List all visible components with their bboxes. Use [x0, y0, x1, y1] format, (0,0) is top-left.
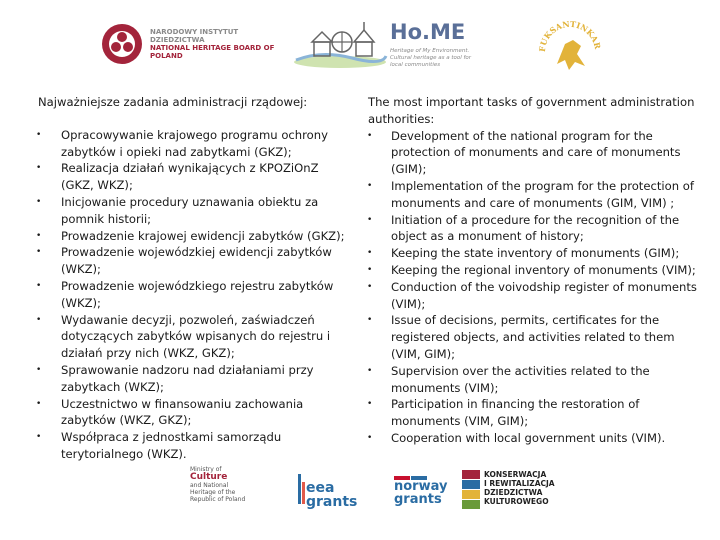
list-item-text: Initiation of a procedure for the recognition of the object as a monument of history; — [391, 212, 680, 244]
list-item — [38, 194, 348, 228]
list-item-text: Cooperation with local government units (VIM). — [391, 430, 666, 445]
list-item — [38, 396, 348, 430]
list-item-text: Prowadzenie wojewódzkiego rejestru zabytków (WKZ); — [61, 278, 334, 310]
bullet: • — [367, 264, 373, 275]
list-item-text: Keeping the regional inventory of monuments (VIM); — [391, 262, 696, 277]
bullet: • — [36, 398, 42, 409]
national-heritage-board-logo — [100, 18, 275, 72]
list-item-text: Wydawanie decyzji, pozwoleń, zaświadczeń dotyczących zabytków wpisanych do rejestru i działań przy nich (WKZ, GKZ); — [61, 312, 331, 361]
bullet: • — [367, 214, 373, 225]
eea-line1: eea — [306, 480, 335, 496]
norway-grants-logo — [390, 476, 454, 516]
list-item-text: Realizacja działań wynikających z KPOZiOnZ (GKZ, WKZ); — [61, 161, 319, 193]
list-item — [368, 178, 698, 212]
english-column — [368, 94, 698, 447]
bullet: • — [36, 230, 42, 241]
home-subtitle: Heritage of My Environment. Cultural heritage as a tool for local communities — [390, 48, 472, 68]
english-task-list — [368, 128, 698, 447]
fks-arc-text: FUKSANTINKAR — [536, 18, 603, 53]
list-item-text: Prowadzenie wojewódzkiej ewidencji zabytków (WKZ); — [61, 245, 332, 277]
nid-emblem-icon — [100, 22, 144, 66]
header-logos — [0, 14, 720, 78]
list-item — [38, 362, 348, 396]
bullet: • — [367, 399, 373, 410]
list-item — [368, 363, 698, 397]
bullet: • — [367, 315, 373, 326]
krdz-line2: I REWITALIZACJA — [484, 479, 555, 488]
nid-line3: NATIONAL HERITAGE BOARD OF POLAND — [150, 44, 275, 60]
list-item-text: Conduction of the voivodship register of monuments (VIM); — [391, 279, 697, 311]
konserwacja-bars-icon — [462, 470, 482, 510]
krdz-line1: KONSERWACJA — [484, 470, 547, 479]
bullet: • — [36, 432, 42, 443]
list-item — [368, 312, 698, 362]
list-item-text: Issue of decisions, permits, certificates for the registered objects, and activities related to them (VIM, GIM); — [391, 313, 675, 361]
list-item — [368, 212, 698, 246]
home-project-logo — [292, 18, 512, 74]
moc-line3: and National Heritage of the Republic of Poland — [190, 482, 246, 503]
list-item-text: Keeping the state inventory of monuments (GIM); — [391, 246, 680, 261]
list-item-text: Supervision over the activities related to the monuments (VIM); — [391, 363, 650, 395]
list-item — [368, 245, 698, 262]
home-title: Ho.ME — [390, 20, 466, 44]
list-item — [368, 128, 698, 178]
polish-column — [38, 94, 348, 463]
list-item-text: Development of the national program for the protection of monuments and care of monuments (GIM); — [391, 128, 681, 177]
list-item-text: Prowadzenie krajowej ewidencji zabytków (GKZ); — [61, 228, 345, 243]
moc-line1: Ministry of — [190, 466, 222, 473]
list-item — [38, 228, 348, 245]
nid-line1: NARODOWY INSTYTUT — [150, 28, 239, 36]
list-item — [368, 430, 698, 447]
list-item-text: Inicjowanie procedury uznawania obiektu za pomnik historii; — [61, 194, 319, 226]
eea-bars-icon — [298, 474, 306, 504]
bullet: • — [367, 365, 373, 376]
fuksantinkaren-emblem-icon — [535, 14, 605, 84]
list-item-text: Opracowywanie krajowego programu ochrony zabytków i opieki nad zabytkami (GKZ); — [61, 127, 328, 159]
list-item — [368, 396, 698, 430]
ministry-of-culture-logo — [190, 466, 248, 514]
village-illustration-icon — [292, 20, 388, 70]
fuksantinkaren-logo — [535, 14, 605, 84]
bullet: • — [36, 364, 42, 375]
list-item-text: Uczestnictwo w finansowaniu zachowania zabytków (WKZ, GKZ); — [61, 396, 304, 428]
eea-grants-logo — [298, 472, 358, 512]
polish-heading: Najważniejsze zadania administracji rządowej: — [38, 95, 308, 109]
konserwacja-logo — [462, 468, 567, 514]
bullet: • — [367, 248, 373, 259]
footer-logos — [0, 466, 720, 526]
list-item — [38, 160, 348, 194]
english-heading: The most important tasks of government administration authorities: — [368, 95, 695, 126]
moc-line2: Culture — [190, 472, 228, 482]
norway-line1: norway — [394, 479, 448, 494]
list-item — [38, 429, 348, 463]
list-item — [38, 312, 348, 362]
bullet: • — [36, 196, 42, 207]
bullet: • — [36, 314, 42, 325]
krdz-line3: DZIEDZICTWA — [484, 488, 543, 497]
bullet: • — [367, 281, 373, 292]
bullet: • — [367, 180, 373, 191]
list-item-text: Participation in financing the restoration of monuments (VIM, GIM); — [391, 397, 640, 429]
eea-line2: grants — [306, 494, 358, 510]
list-item — [368, 279, 698, 313]
list-item-text: Współpraca z jednostkami samorządu terytorialnego (WKZ). — [61, 430, 282, 461]
list-item — [38, 244, 348, 278]
list-item-text: Sprawowanie nadzoru nad działaniami przy zabytkach (WKZ); — [61, 362, 314, 394]
polish-task-list — [38, 127, 348, 463]
norway-line2: grants — [394, 492, 442, 507]
bullet: • — [36, 280, 42, 291]
bullet: • — [367, 130, 373, 141]
list-item — [38, 127, 348, 161]
list-item-text: Implementation of the program for the protection of monuments and care of monuments (GIM, VIM) ; — [391, 178, 694, 210]
bullet: • — [36, 129, 42, 140]
bullet: • — [36, 163, 42, 174]
list-item — [38, 278, 348, 312]
list-item — [368, 262, 698, 279]
bullet: • — [367, 432, 373, 443]
bullet: • — [36, 247, 42, 258]
krdz-line4: KULTUROWEGO — [484, 497, 549, 506]
nid-line2: DZIEDZICTWA — [150, 36, 205, 44]
